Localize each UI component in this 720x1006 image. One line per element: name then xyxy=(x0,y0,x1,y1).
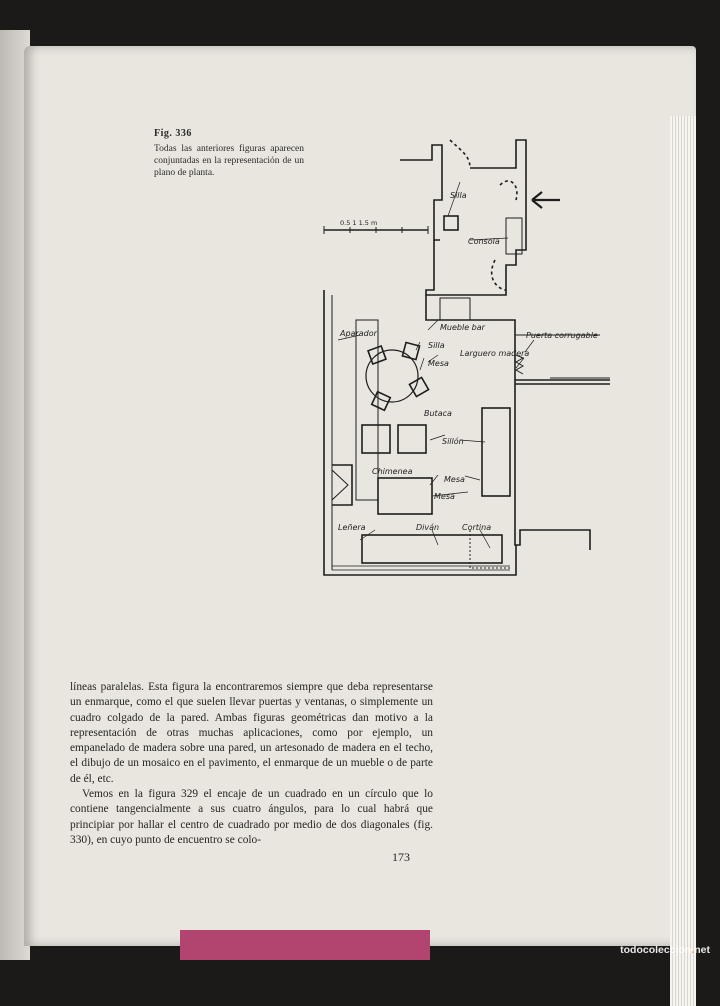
figure-caption xyxy=(154,128,304,179)
butaca-1 xyxy=(362,425,390,453)
label-mesa-center: Mesa xyxy=(434,492,455,501)
divan-shape xyxy=(362,535,502,563)
paragraph-1: líneas paralelas. Esta figura la encontraremos siempre que deba representarse un enmarque, como el que suelen llevar puertas y ventanas, o simplemente un cuadro colgado de la pared. Ambas figuras geométricas dan motivo a la representación de otras muchas aplicaciones, como por ejemplo, un empanelado de madera sobre una pared, un artesonado de madera en el techo, el dibujo de un mosaico en el pavimento, el enmarque de un mueble o de parte de él, etc. xyxy=(70,681,433,785)
label-lenera: Leñera xyxy=(338,523,366,532)
label-butaca: Butaca xyxy=(424,409,452,418)
label-scale: 0.5 1 1.5 m xyxy=(340,219,378,227)
chair-3 xyxy=(409,377,428,396)
label-mueble-bar: Mueble bar xyxy=(440,323,485,332)
label-mesa-round: Mesa xyxy=(428,359,449,368)
page-number: 173 xyxy=(392,850,410,864)
room-wall-right xyxy=(515,375,590,550)
opening-lines xyxy=(515,380,610,384)
door-swing-right xyxy=(500,181,517,200)
consola-shape xyxy=(506,218,522,254)
label-consola: Consola xyxy=(468,237,500,246)
label-aparador: Aparador xyxy=(340,329,377,338)
watermark-suffix: net xyxy=(694,944,710,956)
door-swing-top xyxy=(450,140,470,168)
chair-2 xyxy=(402,342,419,359)
watermark: todocoleccion.net xyxy=(620,944,710,956)
floor-plan-drawing xyxy=(320,130,620,600)
butaca-2 xyxy=(398,425,426,453)
label-silla-mid: Silla xyxy=(428,341,445,350)
entrance-wall-left xyxy=(400,145,442,240)
label-silla-top: Silla xyxy=(450,191,467,200)
chimenea-shape xyxy=(332,465,352,505)
label-divan: Diván xyxy=(416,523,440,532)
entrance-wall-top xyxy=(470,140,526,190)
figure-caption-text: Todas las anteriores figuras aparecen conjuntadas en la representación de un plano de planta. xyxy=(154,144,304,178)
center-table-shape xyxy=(378,478,432,514)
label-puerta-corrugable: Puerta corrugable xyxy=(526,331,598,340)
label-larguero-madera: Larguero madera xyxy=(460,349,530,358)
background-fabric xyxy=(180,930,430,960)
paragraph-2: Vemos en la figura 329 el encaje de un cuadrado en un círculo que lo contiene tangencialmente a sus cuatro ángulos, para lo cual habrá que principiar por hallar el centro de cuadrado por medio de dos diagonales (fig. 330), en cuyo punto de encuentro se colo- xyxy=(70,788,433,846)
label-mesa-side: Mesa xyxy=(444,475,465,484)
label-chimenea: Chimenea xyxy=(372,467,413,476)
label-cortina: Cortina xyxy=(462,523,492,532)
page-stack-edge xyxy=(670,116,696,1006)
body-text xyxy=(70,680,433,848)
window-lines xyxy=(332,566,510,570)
label-sillon: Sillón xyxy=(442,437,464,446)
watermark-brand: todocoleccion xyxy=(620,944,692,956)
figure-label: Fig. 336 xyxy=(154,128,192,139)
silla-top-shape xyxy=(444,216,458,230)
sillon-shape xyxy=(482,408,510,496)
mueble-bar-shape xyxy=(440,298,470,320)
door-swing-hall xyxy=(492,260,506,290)
